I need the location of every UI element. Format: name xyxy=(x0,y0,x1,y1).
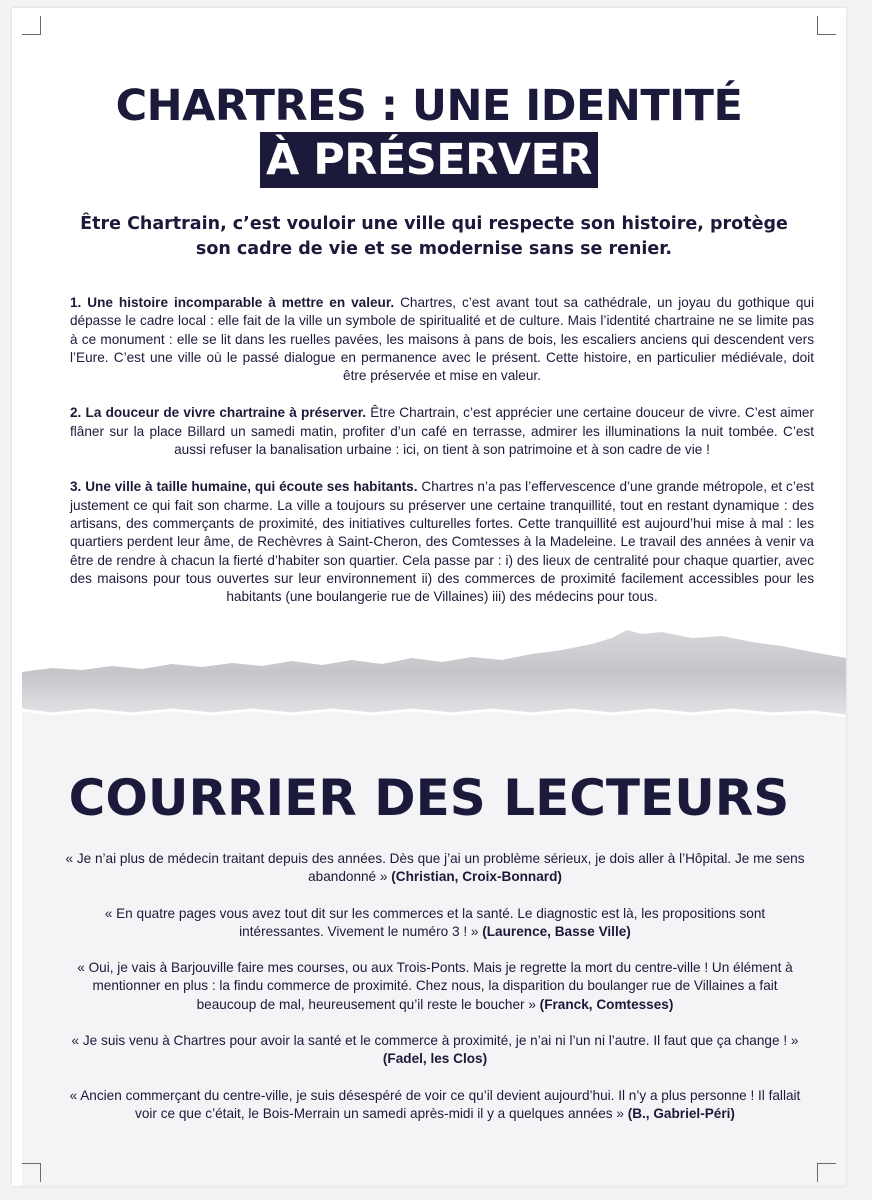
letters-list xyxy=(64,850,806,1141)
letter-item xyxy=(64,1032,806,1069)
section-2 xyxy=(70,404,814,459)
crop-mark-top-right xyxy=(817,16,836,35)
letter-item xyxy=(64,1087,806,1124)
letter-author: (Laurence, Basse Ville) xyxy=(482,923,631,939)
page xyxy=(12,8,846,1186)
letter-quote: « Je suis venu à Chartres pour avoir la santé et le commerce à proximité, je n’ai ni l’un ni l’autre. Il faut que ça change ! » xyxy=(71,1033,799,1049)
crop-mark-bottom-left xyxy=(22,1163,41,1182)
letter-author: (Franck, Comtesses) xyxy=(539,996,674,1012)
section-1-heading: 1. Une histoire incomparable à mettre en valeur. xyxy=(70,295,395,310)
torn-paper-divider xyxy=(12,624,846,754)
letter-quote: « En quatre pages vous avez tout dit sur les commerces et la santé. Le diagnostic est là, les propositions sont intéressantes. Vivement le numéro 3 ! » xyxy=(104,905,766,939)
page-title-line2: À PRÉSERVER xyxy=(260,132,598,188)
letter-quote: « Ancien commerçant du centre-ville, je suis désespéré de voir ce qu’il devient aujourd’hui. Il n’y a plus personne ! Il fallait voir ce que c’était, le Bois-Merrain un samedi après-midi il y a quelques années » xyxy=(69,1087,801,1121)
section-1-text: Chartres, c’est avant tout sa cathédrale, un joyau du gothique qui dépasse le cadre local : elle fait de la ville un symbole de spiritualité et de culture. Mais l’identité chartraine ne se limite pas à ce monument : elle se lit dans les ruelles pavées, les maisons à pans de bois, les escaliers anciens qui descendent vers l’Eure. C’est une ville où le passé dialogue en permanence avec le présent. Cette histoire, en particulier médiévale, doit être préservée et mise en valeur. xyxy=(70,295,814,384)
crop-mark-bottom-right xyxy=(817,1163,836,1182)
letter-item xyxy=(64,905,806,942)
section-3-heading: 3. Une ville à taille humaine, qui écoute ses habitants. xyxy=(70,479,418,495)
letter-item xyxy=(64,959,806,1014)
letter-quote: « Je n’ai plus de médecin traitant depuis des années. Dès que j’ai un problème sérieux, je dois aller à l’Hôpital. Je me sens abandonné » xyxy=(65,851,805,885)
section-2-heading: 2. La douceur de vivre chartraine à préserver. xyxy=(70,405,367,421)
letter-item xyxy=(64,850,806,887)
article-body xyxy=(70,294,814,625)
section-3 xyxy=(70,478,814,606)
lead-paragraph: Être Chartrain, c’est vouloir une ville qui respecte son histoire, protège son cadre de vie et se modernise sans se renier. xyxy=(80,214,788,259)
letter-author: (Christian, Croix-Bonnard) xyxy=(391,869,562,885)
section-2-text: Être Chartrain, c’est apprécier une certaine douceur de vivre. C’est aimer flâner sur la place Billard un samedi matin, profiter d’un café en terrasse, admirer les illuminations la nuit tombée. C’est aussi refuser la banalisation urbaine : ici, on tient à son patrimoine et à son cadre de vie ! xyxy=(70,405,814,458)
section-1 xyxy=(70,294,814,385)
section-3-text: Chartres n’a pas l’effervescence d’une grande métropole, et c’est justement ce qui fait son charme. La ville a toujours su préserver une certaine tranquillité, tout en restant dynamique : des artisans, des commerçants de proximité, des initiatives culturelles fortes. Cette tranquillité est aujourd’hui mise à mal : les quartiers perdent leur âme, de Rechèvres à Saint-Cheron, des Comtesses à la Madeleine. Le travail des années à venir va être de rendre à chacun la fierté d’habiter son quartier. Cela passe par : i) des lieux de centralité pour chaque quartier, avec des maisons pour tous ouvertes sur leur environnement ii) des commerces de proximité facilement accessibles pour les habitants (une boulangerie rue de Villaines) iii) des médecins pour tous. xyxy=(70,479,815,605)
letter-author: (Fadel, les Clos) xyxy=(382,1051,488,1067)
courrier-title: COURRIER DES LECTEURS xyxy=(68,769,790,827)
crop-mark-top-left xyxy=(22,16,41,35)
page-title-line1: CHARTRES : UNE IDENTITÉ xyxy=(115,81,743,131)
letter-quote: « Oui, je vais à Barjouville faire mes courses, ou aux Trois-Ponts. Mais je regrette la mort du centre-ville ! Un élément à mentionner en plus : la findu commerce de proximité. Chez nous, la disparition du boulanger rue de Villaines a fait beaucoup de mal, heureusement qu’il reste le boucher » xyxy=(77,960,793,1012)
page-title-line2-wrap xyxy=(12,132,846,188)
letter-author: (B., Gabriel-Péri) xyxy=(627,1105,735,1121)
